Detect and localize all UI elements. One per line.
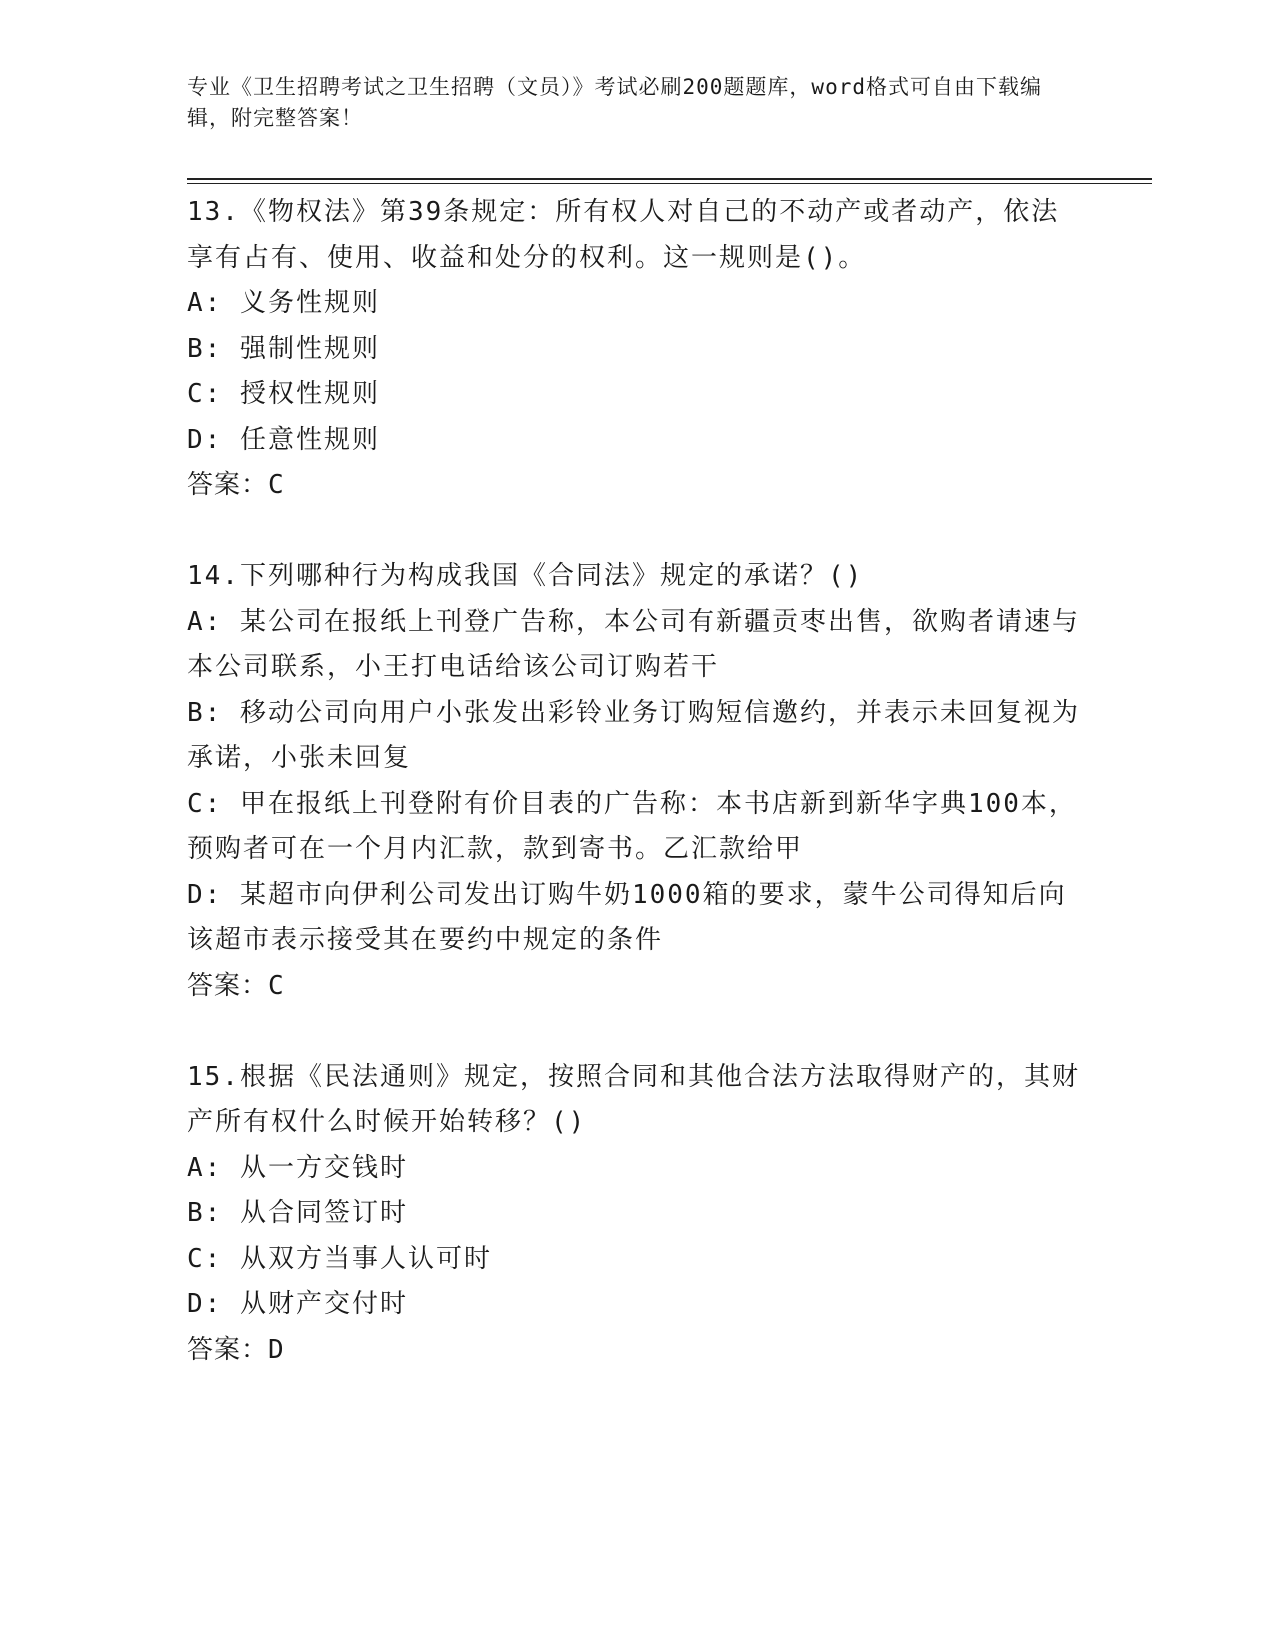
- header-rule-thick: [187, 178, 1152, 180]
- answer: 答案：C: [187, 970, 285, 1001]
- question-text: 13.《物权法》第39条规定：所有权人对自己的不动产或者动产，依法享有占有、使用、收益和处分的权利。这一规则是()。: [187, 197, 1060, 273]
- option-d: D: 从财产交付时: [187, 1289, 408, 1319]
- header-text: 专业《卫生招聘考试之卫生招聘（文员）》考试必刷200题题库，word格式可自由下载编辑，附完整答案！: [187, 75, 1042, 130]
- question-15: [187, 1055, 1087, 1374]
- option-a: A: 从一方交钱时: [187, 1152, 408, 1183]
- question-14: [187, 554, 1087, 1009]
- option-d: D: 任意性规则: [187, 424, 380, 455]
- option-c: C: 授权性规则: [187, 379, 380, 409]
- option-b: B: 从合同签订时: [187, 1198, 408, 1228]
- answer: 答案：C: [187, 470, 285, 500]
- question-13: [187, 190, 1087, 509]
- option-c: C: 甲在报纸上刊登附有价目表的广告称：本书店新到新华字典100本，预购者可在一个月内汇款，款到寄书。乙汇款给甲: [187, 788, 1077, 864]
- answer: 答案：D: [187, 1334, 285, 1365]
- option-b: B: 移动公司向用户小张发出彩铃业务订购短信邀约，并表示未回复视为承诺，小张未回复: [187, 697, 1080, 773]
- question-text: 14.下列哪种行为构成我国《合同法》规定的承诺？(): [187, 561, 864, 591]
- option-a: A: 某公司在报纸上刊登广告称，本公司有新疆贡枣出售，欲购者请速与本公司联系，小王打电话给该公司订购若干: [187, 606, 1080, 682]
- document-header: [187, 72, 1067, 134]
- option-b: B: 强制性规则: [187, 333, 380, 364]
- option-c: C: 从双方当事人认可时: [187, 1243, 492, 1274]
- option-d: D: 某超市向伊利公司发出订购牛奶1000箱的要求，蒙牛公司得知后向该超市表示接受其在要约中规定的条件: [187, 879, 1067, 955]
- option-a: A: 义务性规则: [187, 288, 380, 318]
- question-text: 15.根据《民法通则》规定，按照合同和其他合法方法取得财产的，其财产所有权什么时候开始转移？(): [187, 1061, 1080, 1137]
- header-rule-thin: [187, 183, 1152, 184]
- question-list: [187, 190, 1087, 1419]
